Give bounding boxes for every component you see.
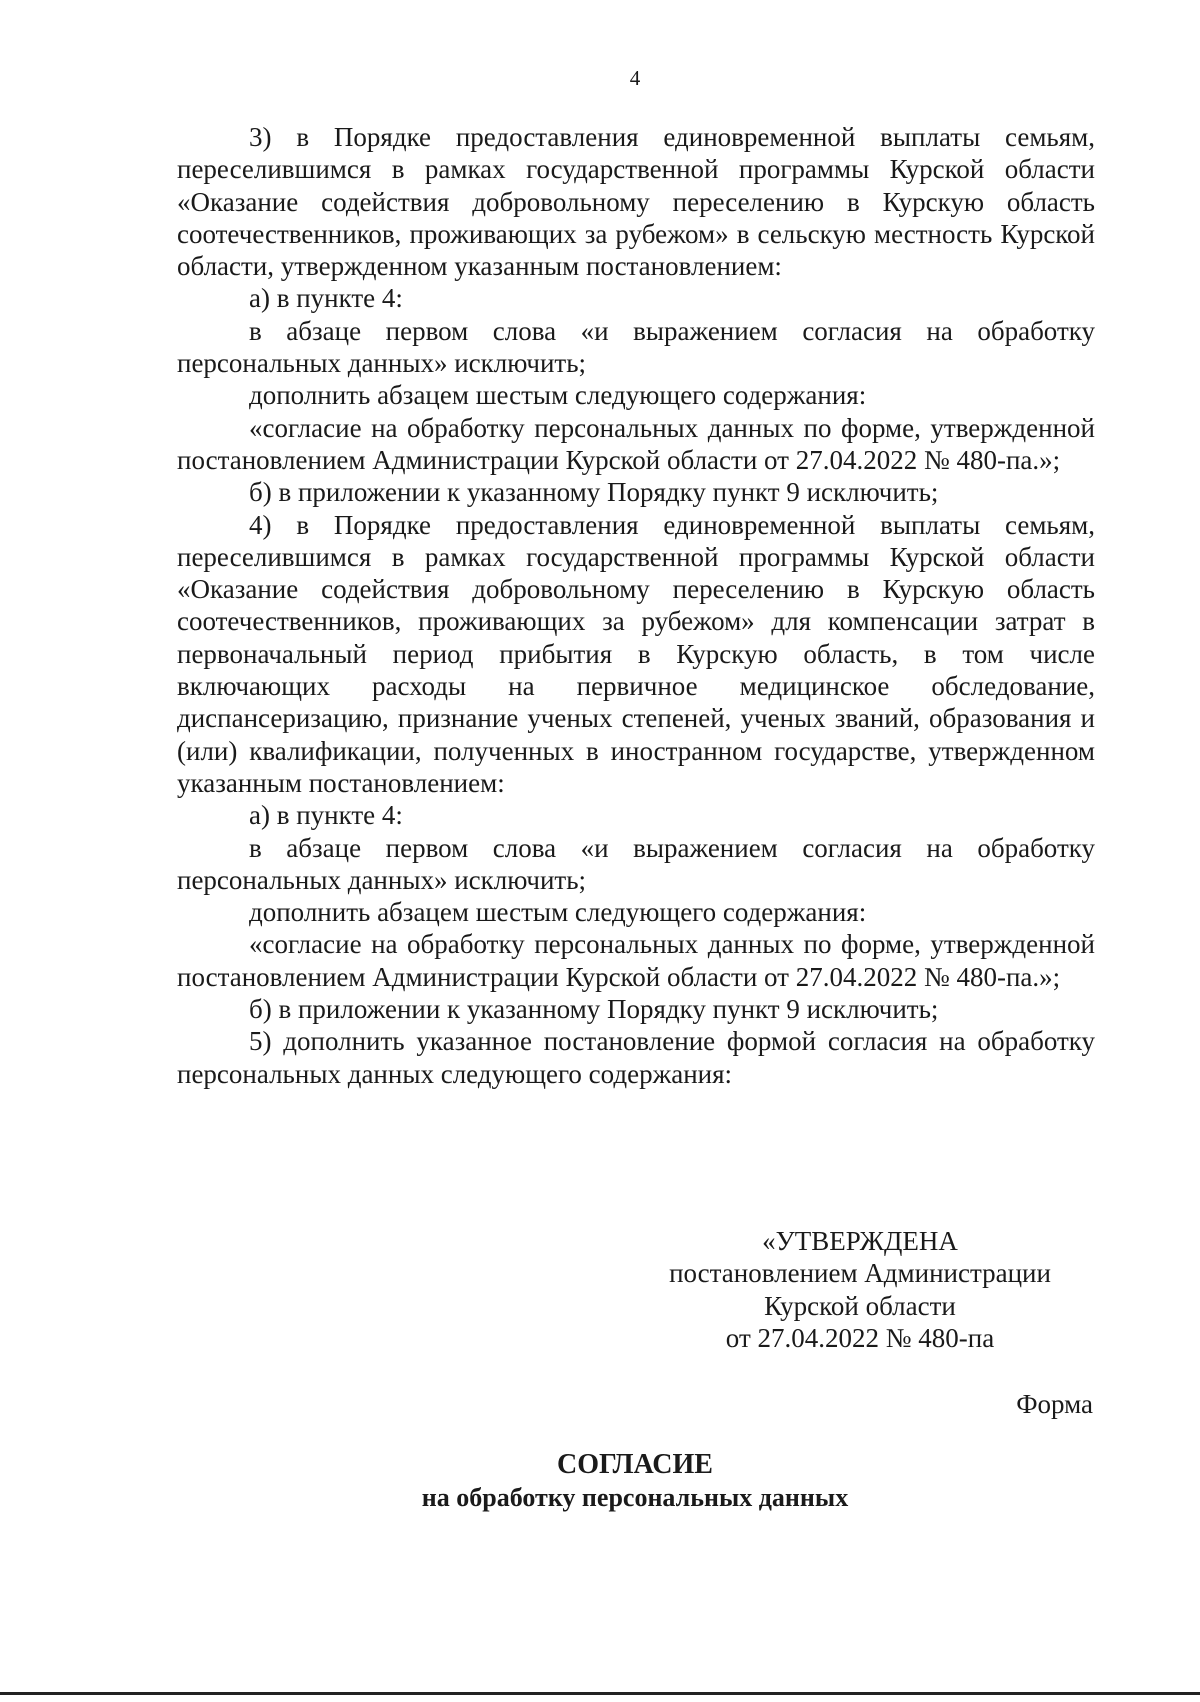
form-label: Форма: [1016, 1389, 1093, 1419]
approval-authority: постановлением Администрации: [669, 1258, 1051, 1289]
approval-region: Курской области: [764, 1290, 956, 1321]
paragraph-exclusion: в абзаце первом слова «и выражением согласия на обработку персональных данных» исключить;: [177, 832, 1095, 895]
approval-block: [650, 1225, 1070, 1354]
approval-date-number: от 27.04.2022 № 480-па: [725, 1322, 995, 1353]
paragraph-subitem-b: б) в приложении к указанному Порядку пункт 9 исключить;: [249, 994, 939, 1025]
paragraph-consent-text: «согласие на обработку персональных данных по форме, утвержденной постановлением Администрации Курской области от 27.04.2022 № 480-па.»;: [177, 929, 1095, 992]
paragraph-subitem-a: а) в пункте 4:: [249, 283, 403, 314]
consent-subtitle: на обработку персональных данных: [421, 1483, 849, 1512]
consent-title: СОГЛАСИЕ: [557, 1449, 713, 1480]
paragraph-item-5: 5) дополнить указанное постановление формой согласия на обработку персональных данных следующего содержания:: [177, 1026, 1095, 1089]
page-number: 4: [629, 66, 641, 90]
approval-heading: «УТВЕРЖДЕНА: [762, 1226, 958, 1256]
paragraph-item-4: 4) в Порядке предоставления единовременной выплаты семьям, переселившимся в рамках государственной программы Курской области «Оказание содействия добровольному переселению в Курскую область соотечественников, проживающих за рубежом» для компенсации затрат в первоначальный период прибытия в Курскую область, в том числе включающих расходы на первичное медицинское обследование, диспансеризацию, признание ученых степеней, ученых званий, образования и (или) квалификации, полученных в иностранном государстве, утвержденном указанным постановлением:: [177, 509, 1095, 798]
paragraph-item-3: 3) в Порядке предоставления единовременной выплаты семьям, переселившимся в рамках государственной программы Курской области «Оказание содействия добровольному переселению в Курскую область соотечественников, проживающих за рубежом» в сельскую местность Курской области, утвержденном указанным постановлением:: [177, 122, 1095, 282]
paragraph-addition: дополнить абзацем шестым следующего содержания:: [249, 380, 867, 411]
paragraph-consent-text: «согласие на обработку персональных данных по форме, утвержденной постановлением Администрации Курской области от 27.04.2022 № 480-па.»;: [177, 412, 1095, 475]
paragraph-subitem-b: б) в приложении к указанному Порядку пункт 9 исключить;: [249, 477, 939, 508]
paragraph-exclusion: в абзаце первом слова «и выражением согласия на обработку персональных данных» исключить;: [177, 315, 1095, 379]
page-bottom-rule: [0, 1692, 1200, 1695]
paragraph-addition: дополнить абзацем шестым следующего содержания:: [249, 897, 867, 928]
paragraph-subitem-a: а) в пункте 4:: [249, 800, 403, 831]
document-body: [177, 121, 1095, 1090]
